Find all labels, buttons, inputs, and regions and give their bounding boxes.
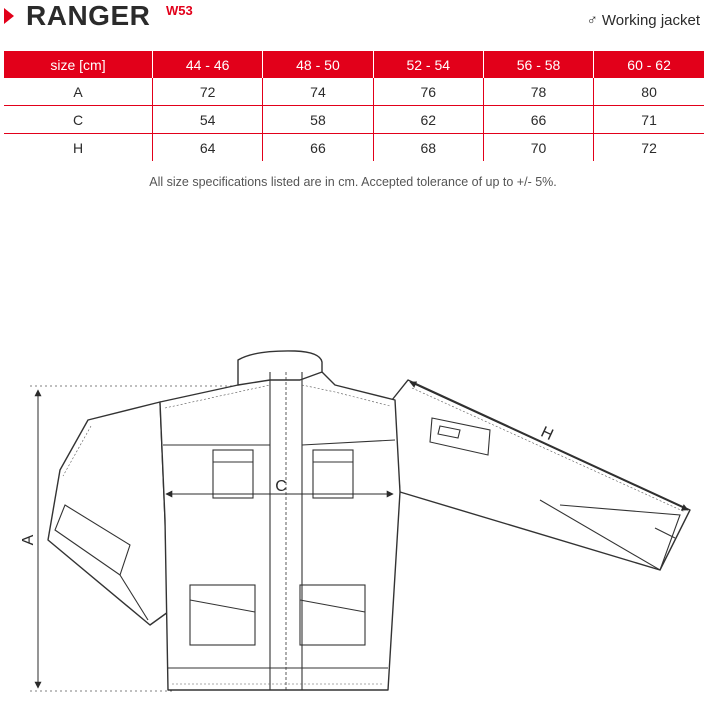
table-cell: 74	[263, 78, 373, 106]
jacket-measurement-drawing	[0, 340, 710, 711]
red-arrow-icon	[4, 8, 14, 24]
table-cell: 66	[263, 134, 373, 162]
column-header: 48 - 50	[263, 51, 373, 78]
header	[0, 0, 710, 40]
table-row	[4, 134, 704, 162]
product-category	[587, 12, 700, 29]
product-code: W53	[166, 3, 193, 18]
row-label: H	[72, 139, 84, 156]
product-title: RANGER	[26, 0, 151, 31]
male-icon: ♂	[586, 12, 598, 29]
table-cell: 62	[373, 106, 483, 134]
table-cell: 66	[483, 106, 593, 134]
table-cell: 58	[263, 106, 373, 134]
size-table	[4, 51, 704, 161]
table-cell: 54	[153, 106, 263, 134]
jacket-outline	[48, 351, 690, 690]
table-cell: 80	[594, 78, 704, 106]
table-cell: 64	[153, 134, 263, 162]
tolerance-note: All size specifications listed are in cm. Accepted tolerance of up to +/- 5%.	[149, 175, 557, 189]
table-row	[4, 78, 704, 106]
size-table-header-row	[4, 51, 704, 78]
table-cell: 71	[594, 106, 704, 134]
column-header: 52 - 54	[373, 51, 483, 78]
row-label: A	[4, 78, 153, 106]
table-cell: 76	[373, 78, 483, 106]
table-cell: 70	[483, 134, 593, 162]
table-cell: 72	[594, 134, 704, 162]
dimension-h-label: H	[538, 423, 556, 445]
table-cell: 78	[483, 78, 593, 106]
column-header: 44 - 46	[153, 51, 263, 78]
table-cell: 68	[373, 134, 483, 162]
column-header: 56 - 58	[483, 51, 593, 78]
dimension-c-label: C	[275, 478, 287, 495]
table-cell: 72	[153, 78, 263, 106]
column-header: 60 - 62	[594, 51, 704, 78]
dimension-a-label: A	[20, 534, 37, 546]
column-header: size [cm]	[4, 51, 153, 78]
category-label: Working jacket	[601, 12, 700, 29]
table-row	[4, 106, 704, 134]
row-label: C	[4, 106, 153, 134]
